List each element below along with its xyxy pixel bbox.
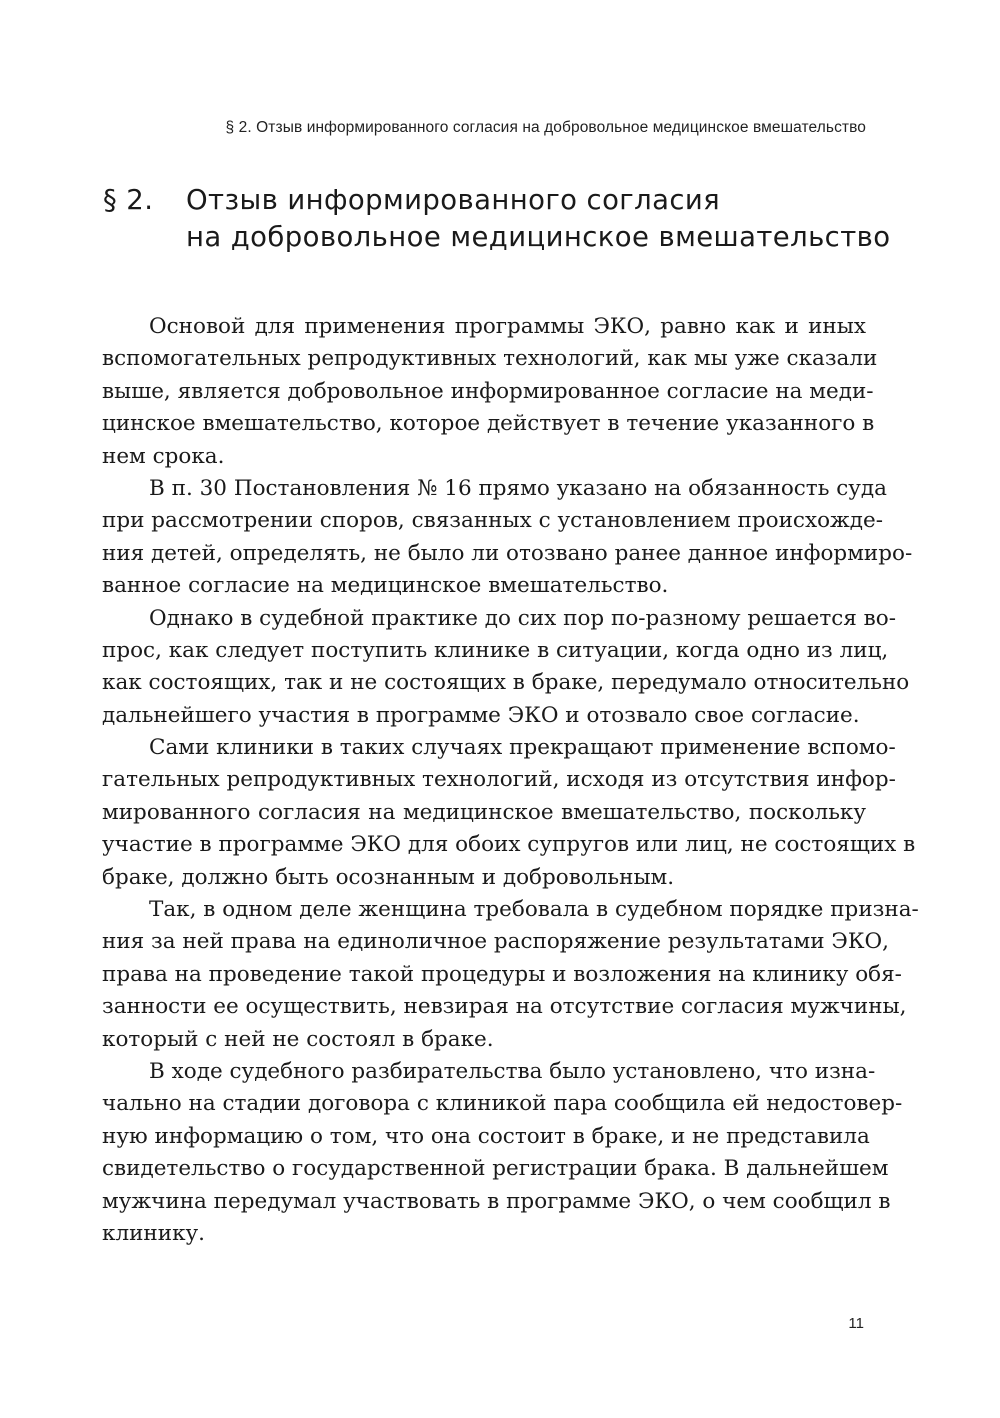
paragraph-line: браке, должно быть осознанным и добровольным. [102, 864, 675, 890]
paragraph [102, 473, 913, 603]
paragraph-line: Сами клиники в таких случаях прекращают применение вспомо- [149, 735, 896, 761]
paragraph-line: ную информацию о том, что она состоит в браке, и не представила [102, 1123, 870, 1149]
paragraph-line: при рассмотрении споров, связанных с установлением происхожде- [102, 508, 884, 534]
paragraph-line: В п. 30 Постановления № 16 прямо указано на обязанность суда [149, 475, 887, 501]
paragraph-line: мированного согласия на медицинское вмешательство, поскольку [102, 799, 866, 825]
paragraph-line: ния за ней права на единоличное распоряжение результатами ЭКО, [102, 929, 889, 955]
paragraph [102, 1056, 903, 1250]
paragraph [102, 732, 916, 894]
paragraph-line: клинику. [102, 1220, 206, 1246]
paragraph-line: свидетельство о государственной регистрации брака. В дальнейшем [102, 1156, 889, 1182]
section-title [186, 182, 890, 256]
paragraph-line: ванное согласие на медицинское вмешательство. [102, 573, 669, 599]
paragraph [102, 311, 878, 473]
section-title-line-1: Отзыв информированного согласия [186, 184, 721, 216]
paragraph-line: участие в программе ЭКО для обоих супругов или лиц, не состоящих в [102, 832, 916, 858]
paragraph [102, 603, 910, 733]
paragraph-line: мужчина передумал участвовать в программе ЭКО, о чем сообщил в [102, 1188, 891, 1214]
paragraph-line: Однако в судебной практике до сих пор по-разному решается во- [149, 605, 896, 631]
paragraph-line: права на проведение такой процедуры и возложения на клинику обя- [102, 961, 902, 987]
section-number: § 2. [103, 184, 154, 216]
paragraph-line: дальнейшего участия в программе ЭКО и отозвало свое согласие. [102, 702, 860, 728]
paragraph-line: как состоящих, так и не состоящих в браке, передумало относительно [102, 670, 910, 696]
paragraph-line: Так, в одном деле женщина требовала в судебном порядке призна- [149, 897, 919, 923]
paragraph-line: который с ней не состоял в браке. [102, 1026, 494, 1052]
paragraph [102, 894, 919, 1056]
body-text [102, 311, 919, 1250]
paragraph-line: ния детей, определять, не было ли отозвано ранее данное информиро- [102, 540, 913, 566]
paragraph-line: Основой для применения программы ЭКО, равно как и иных [149, 314, 866, 339]
paragraph-line: вспомогательных репродуктивных технологий, как мы уже сказали [102, 346, 878, 372]
paragraph-line: прос, как следует поступить клинике в ситуации, когда одно из лиц, [102, 637, 889, 663]
paragraph-line: занности ее осуществить, невзирая на отсутствие согласия мужчины, [102, 994, 907, 1020]
paragraph-line: гательных репродуктивных технологий, исходя из отсутствия инфор- [102, 767, 896, 793]
paragraph-line: цинское вмешательство, которое действует в течение указанного в [102, 411, 875, 437]
paragraph-line: В ходе судебного разбирательства было установлено, что изна- [149, 1058, 876, 1084]
paragraph-line: чально на стадии договора с клиникой пара сообщила ей недостовер- [102, 1091, 903, 1117]
page-number: 11 [848, 1315, 864, 1332]
paragraph-line: нем срока. [102, 443, 225, 469]
paragraph-line: выше, является добровольное информированное согласие на меди- [102, 378, 874, 404]
section-title-line-2: на добровольное медицинское вмешательство [186, 221, 891, 253]
running-header: § 2. Отзыв информированного согласия на добровольное медицинское вмешательство [225, 119, 866, 136]
